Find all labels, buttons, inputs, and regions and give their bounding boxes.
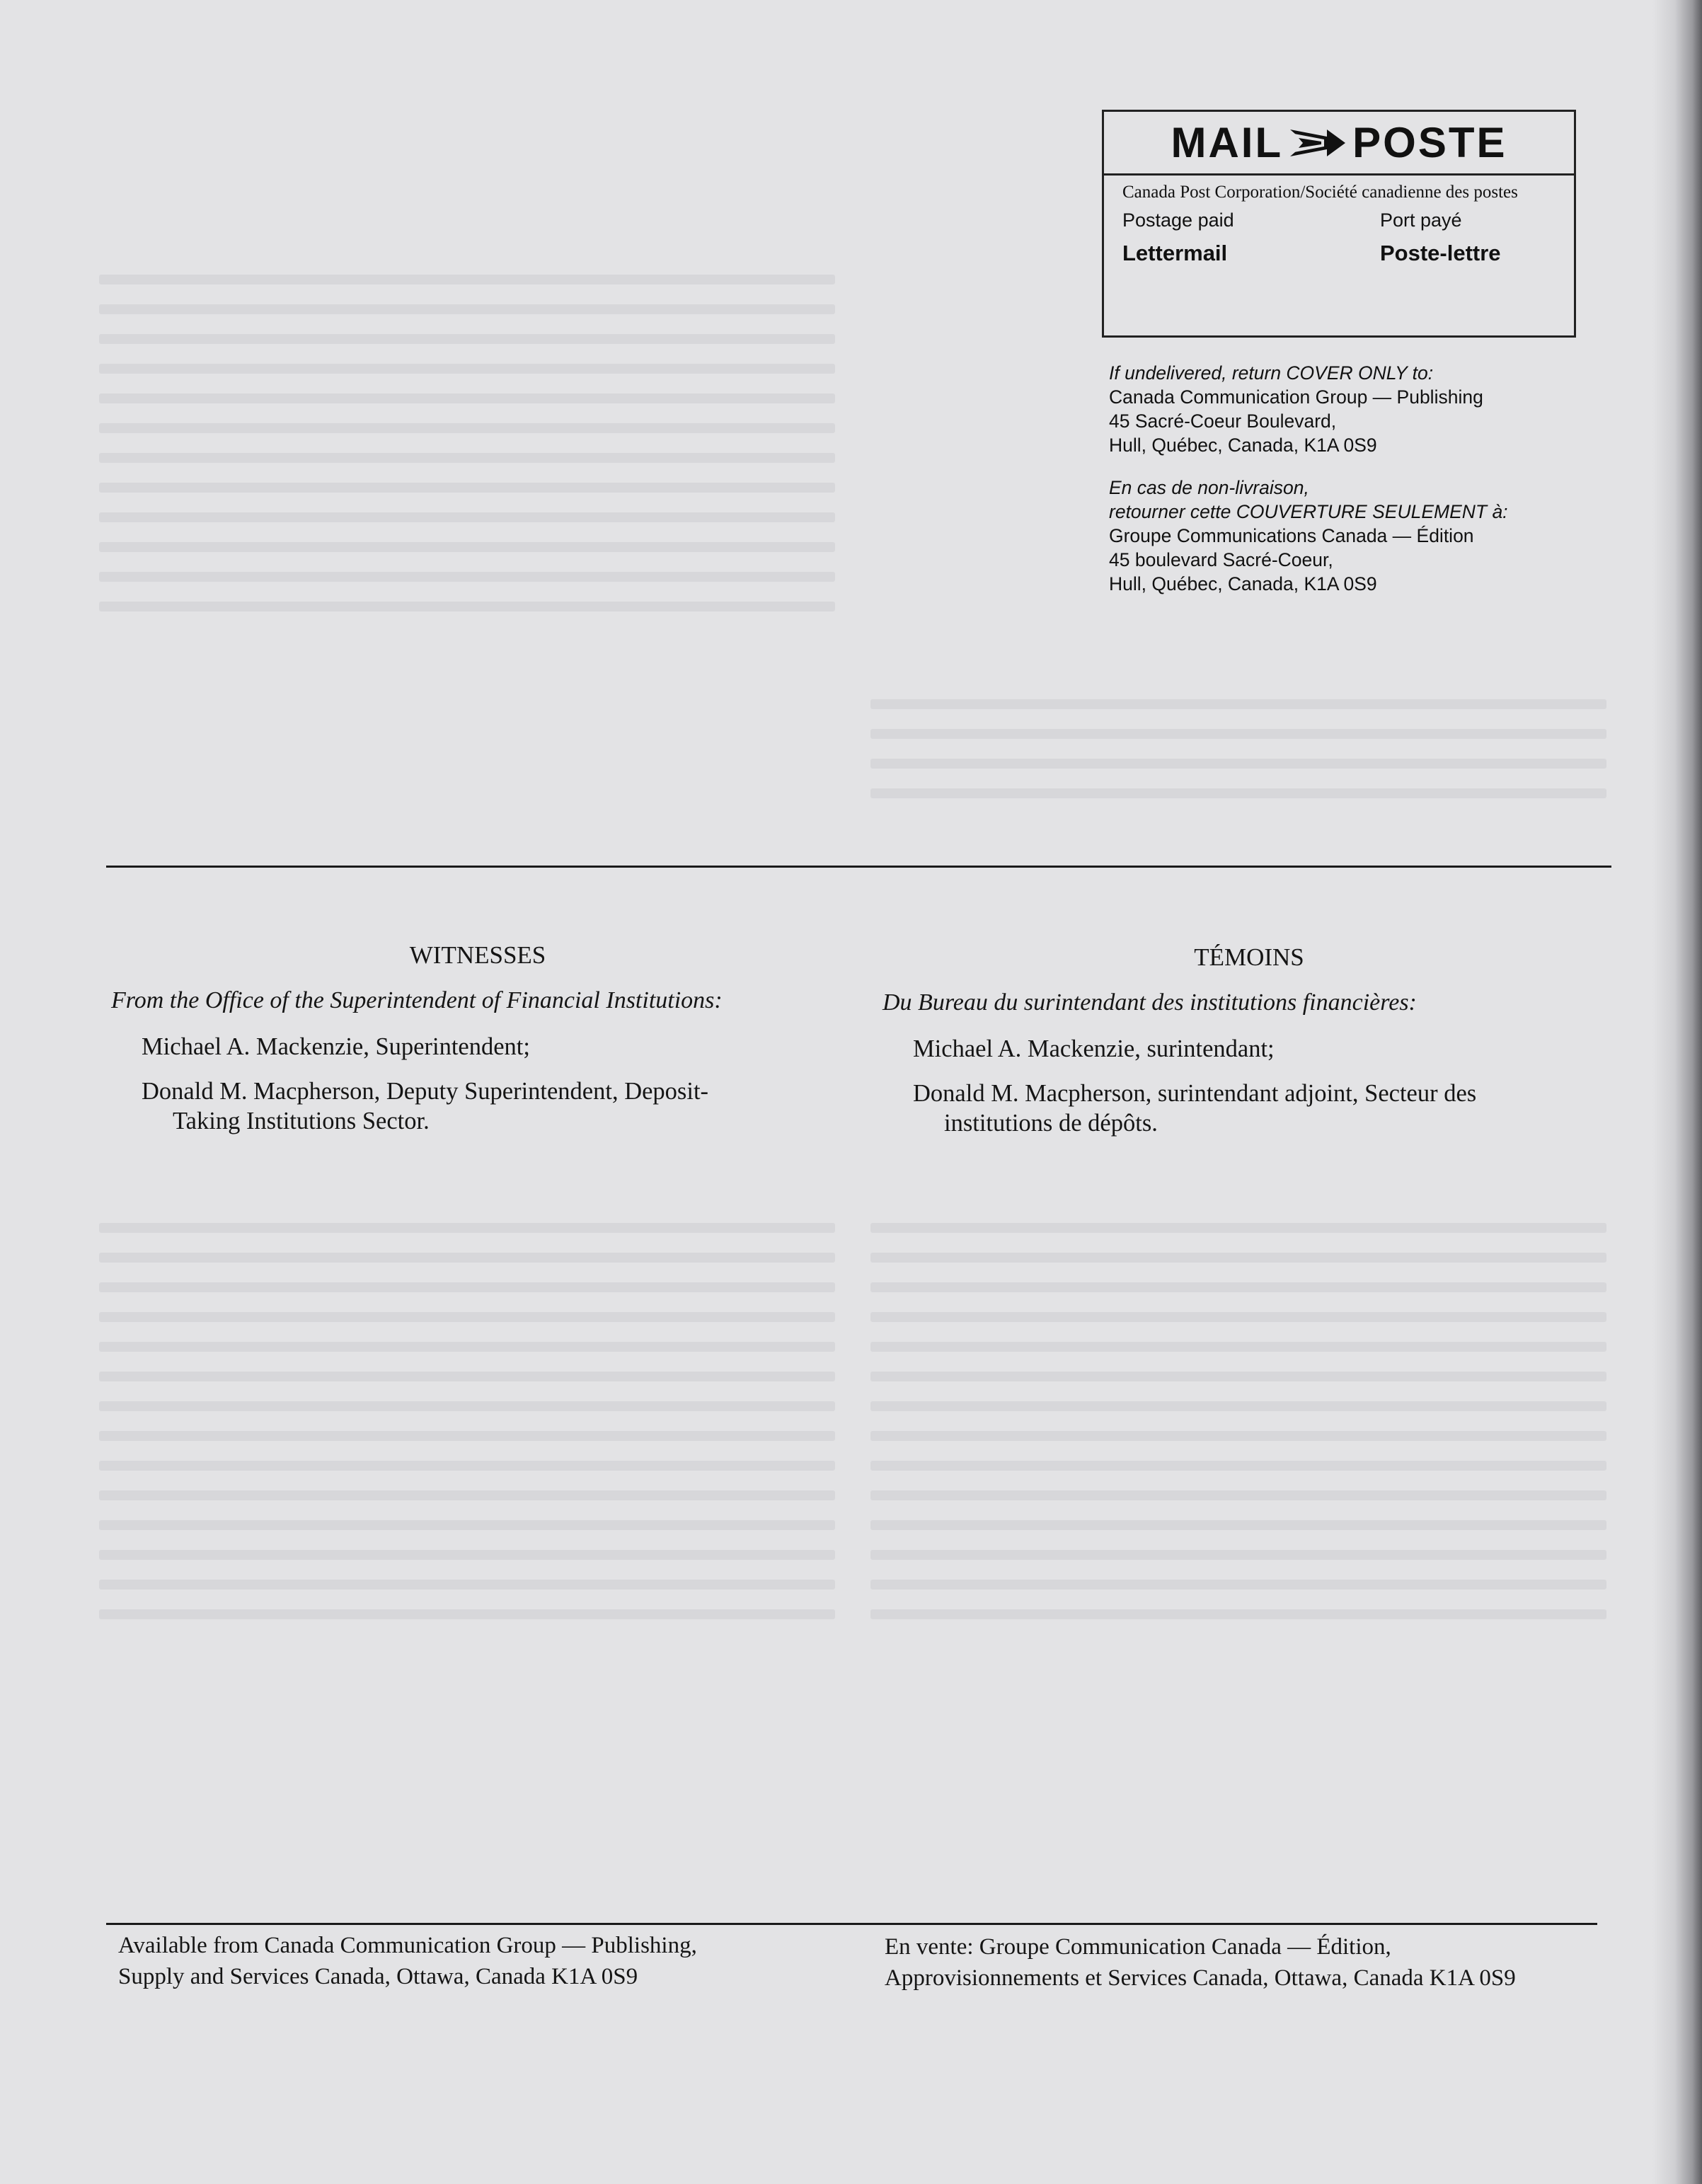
bleed-through-lower-right [870, 1203, 1606, 1897]
mail-poste-logo [1104, 112, 1574, 176]
return-fr-line: Groupe Communications Canada — Édition [1109, 525, 1474, 546]
return-fr-instruction: En cas de non-livraison, [1109, 477, 1309, 498]
witnesses-from-en: From the Office of the Superintendent of Financial Institutions: [111, 987, 723, 1013]
canada-post-arrow-icon [1290, 127, 1345, 159]
witness-fr-2-line1: Donald M. Macpherson, surintendant adjoint, Secteur des [913, 1080, 1477, 1107]
return-fr-line: Hull, Québec, Canada, K1A 0S9 [1109, 573, 1377, 594]
footer-fr-line2: Approvisionnements et Services Canada, Ottawa, Canada K1A 0S9 [885, 1965, 1516, 1991]
witnesses-heading-en: WITNESSES [409, 941, 546, 969]
witness-fr-2 [913, 1079, 1635, 1138]
witnesses-heading-fr: TÉMOINS [1194, 943, 1304, 971]
witness-fr-1 [913, 1034, 1275, 1064]
return-en-line: Hull, Québec, Canada, K1A 0S9 [1109, 435, 1377, 456]
corporation-name: Canada Post Corporation/Société canadienne des postes [1122, 183, 1518, 202]
footer-fr [885, 1931, 1516, 1994]
return-address [1109, 361, 1604, 596]
bleed-through-lower-left [99, 1203, 835, 1897]
witnesses-from-fr: Du Bureau du surintendant des institutions financières: [882, 989, 1417, 1016]
footer-en-line2: Supply and Services Canada, Ottawa, Canada K1A 0S9 [118, 1964, 638, 1989]
witness-en-2-line2: Taking Institutions Sector. [173, 1108, 430, 1134]
return-en-line: Canada Communication Group — Publishing [1109, 386, 1483, 408]
lettermail-en: Lettermail [1122, 241, 1228, 265]
page-edge-shadow [1652, 0, 1702, 2184]
return-en-instruction: If undelivered, return COVER ONLY to: [1109, 362, 1434, 384]
witness-fr-2-line2: institutions de dépôts. [944, 1110, 1158, 1137]
witness-en-2-line1: Donald M. Macpherson, Deputy Superintendent, Deposit- [142, 1078, 709, 1105]
witnesses-top-rule [106, 866, 1611, 868]
witness-en-1-text: Michael A. Mackenzie, Superintendent; [142, 1033, 530, 1060]
lettermail-fr: Poste-lettre [1380, 241, 1501, 265]
postage-paid-en: Postage paid [1122, 209, 1234, 231]
witness-fr-1-text: Michael A. Mackenzie, surintendant; [913, 1035, 1275, 1062]
return-fr-instruction: retourner cette COUVERTURE SEULEMENT à: [1109, 501, 1508, 522]
bleed-through-left [99, 255, 835, 863]
footer-en [118, 1930, 697, 1992]
footer-en-line1: Available from Canada Communication Group — Publishing, [118, 1933, 697, 1958]
mail-logo-text: MAIL [1171, 119, 1284, 166]
return-fr-line: 45 boulevard Sacré-Coeur, [1109, 549, 1333, 570]
return-en-line: 45 Sacré-Coeur Boulevard, [1109, 410, 1337, 432]
footer-top-rule [106, 1923, 1597, 1925]
poste-logo-text: POSTE [1352, 119, 1507, 166]
postage-indicia-box [1102, 110, 1576, 338]
witness-en-1 [142, 1032, 530, 1062]
bleed-through-right [870, 679, 1606, 856]
witness-en-2 [142, 1076, 863, 1136]
postage-paid-fr: Port payé [1380, 209, 1462, 231]
footer-fr-line1: En vente: Groupe Communication Canada — Édition, [885, 1934, 1391, 1960]
